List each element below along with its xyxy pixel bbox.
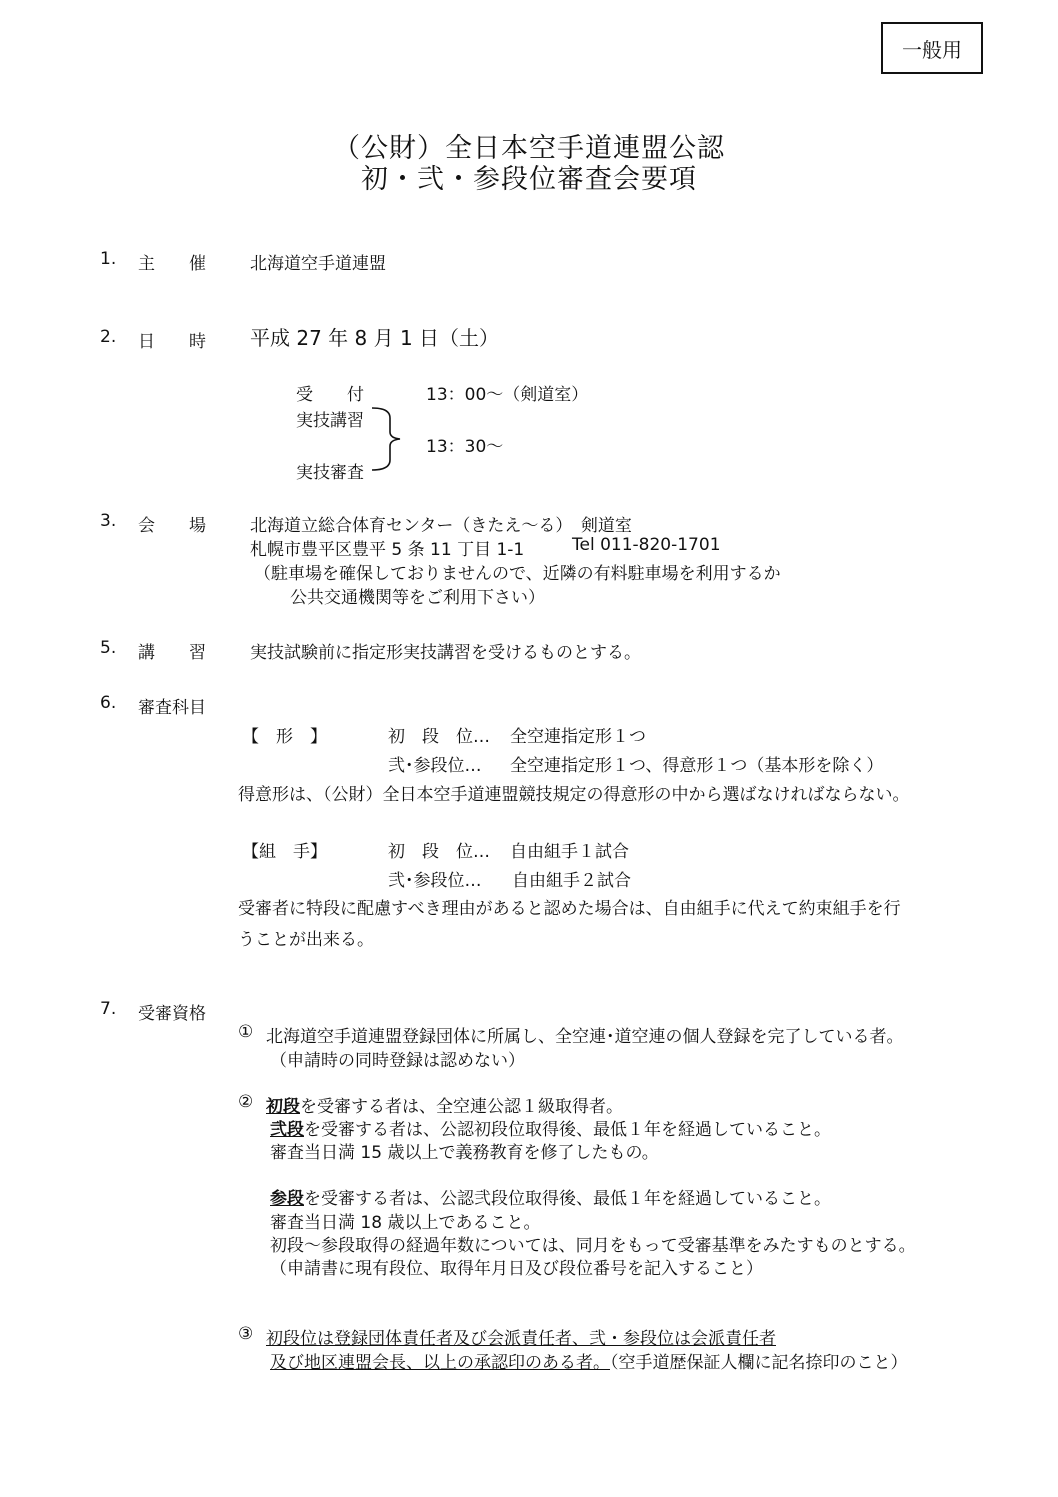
section-1-number: 1.: [100, 249, 117, 269]
qualification-1-mark: ①: [238, 1022, 254, 1042]
kumite-label: 【組 手】: [242, 842, 327, 862]
section-1-label: 主 催: [138, 254, 206, 274]
application-note: （申請書に現有段位、取得年月日及び段位番号を記入すること）: [270, 1259, 763, 1279]
venue-address: 札幌市豊平区豊平 5 条 11 丁目 1-1: [250, 540, 525, 560]
brace-icon: [368, 404, 408, 474]
qualification-3-mark: ③: [238, 1324, 254, 1344]
shodan-term: 初段: [266, 1097, 300, 1117]
kata-note: 得意形は、（公財）全日本空手道連盟競技規定の得意形の中から選ばなければならない。: [238, 785, 910, 805]
qualification-1-text: 北海道空手道連盟登録団体に所属し、全空連･道空連の個人登録を完了している者。: [266, 1027, 904, 1047]
approval-requirement: 及び地区連盟会長、以上の承認印のある者。: [270, 1353, 610, 1373]
section-6-number: 6.: [100, 693, 117, 713]
exam-label: 実技審査: [296, 463, 364, 483]
venue-name: 北海道立総合体育センター（きたえ～る） 剣道室: [250, 516, 632, 536]
section-5-number: 5.: [100, 638, 117, 658]
lecture-description: 実技試験前に指定形実技講習を受けるものとする。: [250, 643, 641, 663]
qualification-2-shodan: [266, 1092, 623, 1117]
kata-rank-1: 初 段 位…: [388, 727, 490, 747]
reception-time: 13：00～（剣道室）: [426, 385, 589, 405]
qualification-2-nidan: [270, 1115, 831, 1140]
section-2-label: 日 時: [138, 332, 206, 352]
event-date: 平成 27 年 8 月 1 日（土）: [250, 326, 500, 350]
elapsed-years-rule: 初段～参段取得の経過年数については、同月をもって受審基準をみたすものとする。: [270, 1236, 916, 1256]
document-title-line2: 初・弐・参段位審査会要項: [361, 164, 697, 195]
kumite-note-line2: うことが出来る。: [238, 930, 374, 950]
kumite-requirement-2: 自由組手２試合: [512, 871, 631, 891]
section-6-label: 審査科目: [138, 698, 206, 718]
qualification-3-line1: 初段位は登録団体責任者及び会派責任者、弐・参段位は会派責任者: [266, 1329, 776, 1349]
section-2-number: 2.: [100, 327, 117, 347]
kata-rank-2: 弐･参段位…: [388, 756, 482, 776]
sandan-term: 参段: [270, 1189, 304, 1209]
nidan-age-requirement: 審査当日満 15 歳以上で義務教育を修了したもの。: [270, 1143, 659, 1163]
parking-note-line1: （駐車場を確保しておりませんので、近隣の有料駐車場を利用するか: [254, 564, 781, 584]
exam-time: 13：30～: [426, 437, 504, 457]
sandan-requirement: を受審する者は、公認弐段位取得後、最低１年を経過していること。: [304, 1189, 831, 1209]
nidan-requirement: を受審する者は、公認初段位取得後、最低１年を経過していること。: [304, 1120, 831, 1140]
venue-tel: Tel 011-820-1701: [572, 535, 721, 555]
kata-label: 【 形 】: [242, 727, 327, 747]
document-title-line1: （公財）全日本空手道連盟公認: [333, 133, 725, 164]
seal-note: （空手道歴保証人欄に記名捺印のこと）: [610, 1353, 908, 1373]
reception-label: 受 付: [296, 385, 364, 405]
kumite-note-line1: 受審者に特段に配慮すべき理由があると認めた場合は、自由組手に代えて約束組手を行: [238, 899, 901, 919]
nidan-term: 弐段: [270, 1120, 304, 1140]
qualification-3-line2: [270, 1348, 908, 1373]
kata-requirement-1: 全空連指定形１つ: [510, 727, 646, 747]
section-5-label: 講 習: [138, 643, 206, 663]
qualification-1-note: （申請時の同時登録は認めない）: [270, 1051, 525, 1071]
section-3-label: 会 場: [138, 516, 206, 536]
shodan-requirement: を受審する者は、全空連公認１級取得者。: [300, 1097, 623, 1117]
kumite-rank-2: 弐･参段位…: [388, 871, 482, 891]
kata-requirement-2: 全空連指定形１つ、得意形１つ（基本形を除く）: [510, 756, 884, 776]
kumite-rank-1: 初 段 位…: [388, 842, 490, 862]
qualification-2-sandan: [270, 1184, 831, 1209]
section-7-label: 受審資格: [138, 1004, 206, 1024]
lecture-label: 実技講習: [296, 411, 364, 431]
section-7-number: 7.: [100, 999, 117, 1019]
sandan-age-requirement: 審査当日満 18 歳以上であること。: [270, 1213, 541, 1233]
organizer-value: 北海道空手道連盟: [250, 254, 386, 274]
section-3-number: 3.: [100, 511, 117, 531]
kumite-requirement-1: 自由組手１試合: [510, 842, 629, 862]
general-use-badge: 一般用: [881, 22, 983, 74]
qualification-2-mark: ②: [238, 1092, 254, 1112]
parking-note-line2: 公共交通機関等をご利用下さい）: [290, 588, 545, 608]
